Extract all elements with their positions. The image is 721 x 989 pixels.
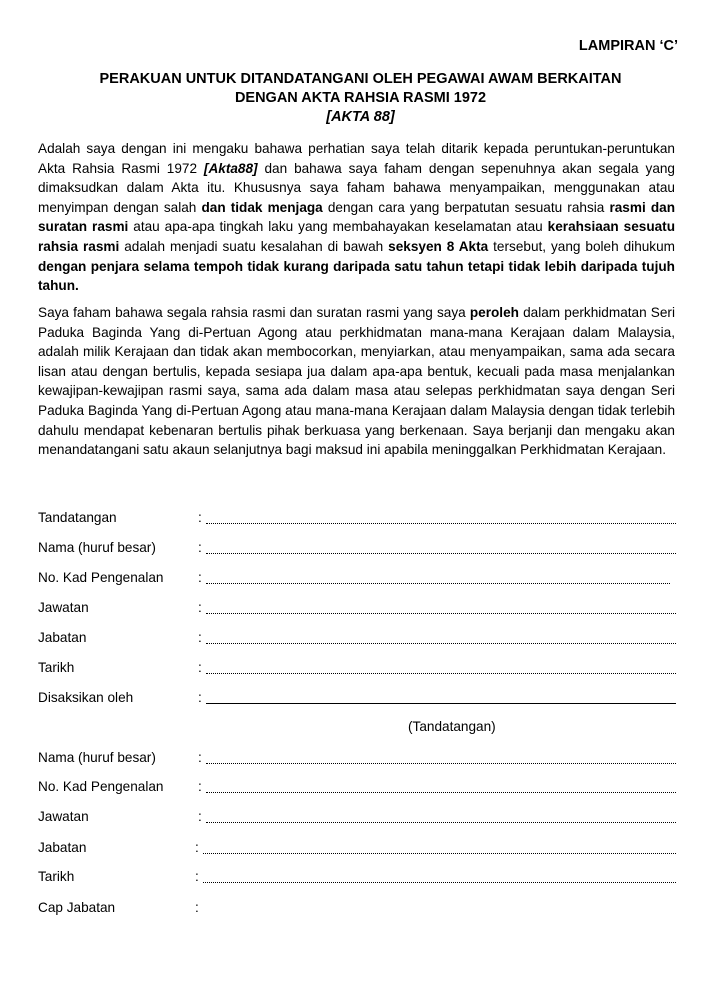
- declaration-paragraph-2: [38, 303, 675, 460]
- title-line-3: [AKTA 88]: [326, 109, 395, 125]
- text-segment-bold: dengan penjara selama tempoh tidak kurang daripada satu tahun tetapi tidak lebih daripada tujuh tahun.: [38, 258, 675, 294]
- title-line-2: DENGAN AKTA RAHSIA RASMI 1972: [234, 90, 487, 106]
- form-row-witness-date: [38, 869, 678, 889]
- text-segment: dan bahawa saya faham dengan sepenuhnya akan segala yang dimaksudkan dalam Akta itu. Khususnya saya faham bahawa menyampaikan, menggunakan atau menyimpan dengan salah: [38, 160, 675, 215]
- field-colon: :: [198, 779, 202, 794]
- field-label: Nama (huruf besar): [38, 750, 156, 765]
- field-colon: :: [198, 630, 202, 645]
- field-label: Jawatan: [38, 809, 89, 824]
- field-colon: :: [195, 900, 199, 915]
- field-colon: :: [198, 540, 202, 555]
- form-row-witness: [38, 690, 678, 710]
- field-colon: :: [198, 660, 202, 675]
- field-label: Jabatan: [38, 840, 87, 855]
- name-field[interactable]: [206, 553, 676, 554]
- witness-department-field[interactable]: [203, 853, 676, 854]
- declaration-paragraph-1: [38, 139, 675, 296]
- field-colon: :: [198, 809, 202, 824]
- text-segment: atau apa-apa tingkah laku yang membahayakan keselamatan atau: [128, 219, 548, 235]
- form-row-name: [38, 540, 678, 560]
- text-segment: adalah menjadi suatu kesalahan di bawah: [119, 238, 389, 254]
- department-field[interactable]: [206, 643, 676, 644]
- appendix-label: LAMPIRAN ‘C’: [578, 38, 678, 54]
- witness-name-field[interactable]: [206, 763, 676, 764]
- witness-ic-number-field[interactable]: [206, 792, 676, 793]
- witness-date-field[interactable]: [203, 882, 676, 883]
- title-line-1: PERAKUAN UNTUK DITANDATANGANI OLEH PEGAWAI AWAM BERKAITAN: [99, 71, 622, 87]
- field-label: Jabatan: [38, 630, 87, 645]
- form-row-ic: [38, 570, 678, 590]
- field-colon: :: [198, 690, 202, 705]
- text-segment-bold: dan tidak menjaga: [201, 199, 323, 215]
- document-title: [0, 70, 721, 127]
- text-segment-bold: seksyen 8 Akta: [388, 238, 489, 254]
- field-label: No. Kad Pengenalan: [38, 570, 164, 585]
- position-field[interactable]: [206, 613, 676, 614]
- text-segment: tersebut, yang boleh dihukum: [488, 238, 675, 254]
- form-row-position: [38, 600, 678, 620]
- field-colon: :: [195, 840, 199, 855]
- field-colon: :: [195, 869, 199, 884]
- witness-signature-field[interactable]: [206, 703, 676, 704]
- field-colon: :: [198, 600, 202, 615]
- date-field[interactable]: [206, 673, 676, 674]
- form-row-witness-name: [38, 750, 678, 770]
- field-colon: :: [198, 750, 202, 765]
- text-segment-bold: [Akta88]: [203, 160, 258, 176]
- witness-position-field[interactable]: [206, 822, 676, 823]
- text-segment: dalam perkhidmatan Seri Paduka Baginda Yang di-Pertuan Agong atau perkhidmatan mana-mana Kerajaan dalam Malaysia, adalah milik Kerajaan dan tidak akan membocorkan, menyiarkan, atau menyampaikan, sama ada secara lisan atau dengan bertulis, kepada sesiapa jua dalam apa-apa bentuk, kecuali pada masa menjalankan kewajipan-kewajipan rasmi saya, sama ada dalam masa atau selepas perkhidmatan saya dengan Seri Paduka Baginda Yang di-Pertuan Agong atau mana-mana Kerajaan dalam Malaysia dengan tidak terlebih dahulu mendapat kebenaran bertulis pihak berkuasa yang berkenaan. Saya berjanji dan mengaku akan menandatangani satu akaun selanjutnya bagi maksud ini apabila meninggalkan Perkhidmatan Kerajaan.: [38, 305, 675, 458]
- signature-field[interactable]: [206, 523, 676, 524]
- field-label: Cap Jabatan: [38, 900, 116, 915]
- form-row-witness-position: [38, 809, 678, 829]
- field-label: Tarikh: [38, 869, 75, 884]
- form-row-signature: [38, 510, 678, 530]
- field-label: Nama (huruf besar): [38, 540, 156, 555]
- text-segment-bold: kerahsiaan sesuatu rahsia rasmi: [38, 219, 676, 254]
- field-colon: :: [198, 510, 202, 525]
- form-row-witness-department: [38, 840, 678, 860]
- field-label: Tarikh: [38, 660, 75, 675]
- field-label: Jawatan: [38, 600, 89, 615]
- field-label: Disaksikan oleh: [38, 690, 134, 705]
- ic-number-field[interactable]: [206, 583, 670, 584]
- form-row-department-stamp: [38, 900, 678, 920]
- form-row-department: [38, 630, 678, 650]
- text-segment: dengan cara yang berpatutan sesuatu rahsia: [322, 199, 610, 215]
- field-colon: :: [198, 570, 202, 585]
- form-row-witness-ic: [38, 779, 678, 799]
- field-label: No. Kad Pengenalan: [38, 779, 164, 794]
- text-segment-bold: rasmi dan suratan rasmi: [38, 199, 676, 235]
- text-segment: Saya faham bahawa segala rahsia rasmi dan suratan rasmi yang saya: [38, 305, 470, 320]
- text-segment-bold: peroleh: [469, 305, 519, 320]
- form-row-date: [38, 660, 678, 680]
- text-segment: Adalah saya dengan ini mengaku bahawa perhatian saya telah ditarik kepada peruntukan-peruntukan Akta Rahsia Rasmi 1972: [38, 141, 675, 176]
- field-label: Tandatangan: [38, 510, 117, 525]
- signature-caption: (Tandatangan): [408, 719, 496, 734]
